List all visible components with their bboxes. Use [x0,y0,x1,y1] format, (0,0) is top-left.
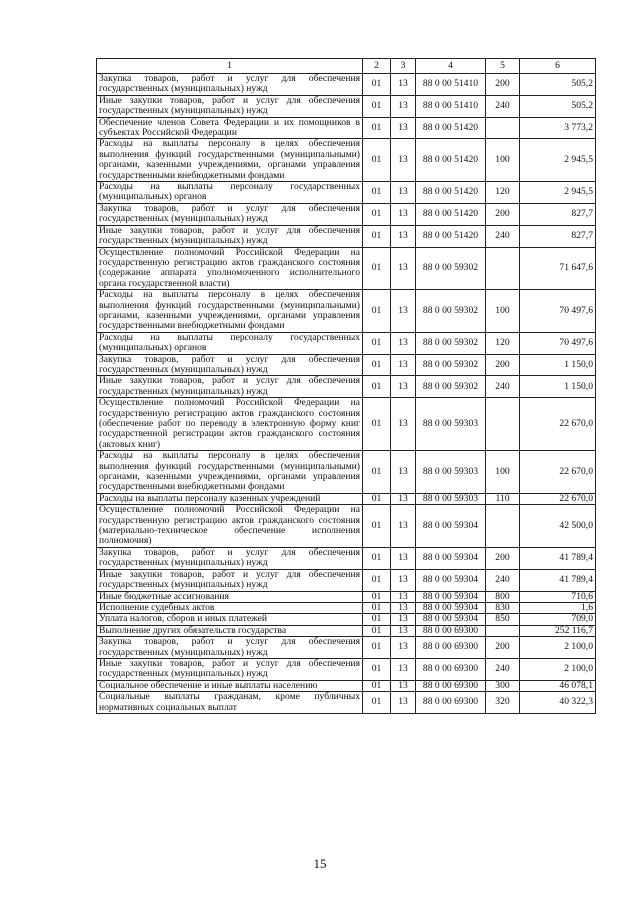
column-header-4: 4 [416,59,486,74]
table-body [97,74,596,714]
target-article-cell: 88 0 00 59303 [416,493,486,504]
target-article-cell: 88 0 00 51420 [416,117,486,139]
amount-cell: 827,7 [520,225,596,247]
table-row [97,74,596,96]
expense-name-cell: Осуществление полномочий Российской Федерации на государственную регистрацию актов гражданского состояния (содержание аппарата уполномоченного исполнительного органа государственной власти) [97,247,363,290]
expense-type-cell: 800 [486,591,520,602]
amount-cell: 710,6 [520,591,596,602]
expense-type-cell: 110 [486,493,520,504]
table-row [97,680,596,691]
table-row [97,505,596,548]
subsection-code-cell: 13 [391,602,416,613]
amount-cell: 2 100,0 [520,658,596,680]
table-row [97,290,596,333]
expense-name-cell: Социальное обеспечение и иные выплаты населению [97,680,363,691]
expense-type-cell: 100 [486,451,520,494]
table-row [97,637,596,659]
expense-type-cell: 200 [486,74,520,96]
amount-cell: 70 497,6 [520,332,596,354]
expense-type-cell: 240 [486,95,520,117]
expense-type-cell: 830 [486,602,520,613]
expense-name-cell: Выполнение других обязательств государства [97,625,363,636]
target-article-cell: 88 0 00 59303 [416,398,486,451]
target-article-cell: 88 0 00 69300 [416,637,486,659]
section-code-cell: 01 [363,625,391,636]
target-article-cell: 88 0 00 59302 [416,332,486,354]
subsection-code-cell: 13 [391,680,416,691]
subsection-code-cell: 13 [391,376,416,398]
target-article-cell: 88 0 00 69300 [416,658,486,680]
expense-name-cell: Иные закупки товаров, работ и услуг для обеспечения государственных (муниципальных) нужд [97,225,363,247]
expense-name-cell: Осуществление полномочий Российской Федерации на государственную регистрацию актов гражданского состояния (обеспечение работ по переводу в электронную форму книг государственной регистрации актов гражданского состояния (актовых книг) [97,398,363,451]
subsection-code-cell: 13 [391,290,416,333]
page-number: 15 [313,856,327,871]
table-row [97,614,596,625]
table-row [97,591,596,602]
subsection-code-cell: 13 [391,354,416,376]
column-header-2: 2 [363,59,391,74]
section-code-cell: 01 [363,139,391,182]
expense-name-cell: Закупка товаров, работ и услуг для обеспечения государственных (муниципальных) нужд [97,354,363,376]
expense-type-cell [486,505,520,548]
subsection-code-cell: 13 [391,332,416,354]
target-article-cell: 88 0 00 69300 [416,625,486,636]
section-code-cell: 01 [363,398,391,451]
subsection-code-cell: 13 [391,505,416,548]
amount-cell: 41 789,4 [520,569,596,591]
table-row [97,376,596,398]
expense-type-cell: 850 [486,614,520,625]
target-article-cell: 88 0 00 51410 [416,74,486,96]
expense-name-cell: Расходы на выплаты персоналу в целях обеспечения выполнения функций государственными (муниципальными) органами, казенными учреждениями, органами управления государственными внебюджетными фондами [97,290,363,333]
amount-cell: 252 116,7 [520,625,596,636]
subsection-code-cell: 13 [391,637,416,659]
expense-name-cell: Расходы на выплаты персоналу государственных (муниципальных) органов [97,332,363,354]
expense-name-cell: Иные закупки товаров, работ и услуг для обеспечения государственных (муниципальных) нужд [97,569,363,591]
amount-cell: 2 100,0 [520,637,596,659]
expense-name-cell: Расходы на выплаты персоналу в целях обеспечения выполнения функций государственными (муниципальными) органами, казенными учреждениями, органами управления государственными внебюджетными фондами [97,451,363,494]
column-header-3: 3 [391,59,416,74]
column-header-1: 1 [97,59,363,74]
target-article-cell: 88 0 00 69300 [416,692,486,714]
expense-name-cell: Расходы на выплаты персоналу казенных учреждений [97,493,363,504]
subsection-code-cell: 13 [391,569,416,591]
section-code-cell: 01 [363,591,391,602]
amount-cell: 1 150,0 [520,354,596,376]
amount-cell: 22 670,0 [520,398,596,451]
section-code-cell: 01 [363,117,391,139]
section-code-cell: 01 [363,658,391,680]
subsection-code-cell: 13 [391,692,416,714]
target-article-cell: 88 0 00 69300 [416,680,486,691]
target-article-cell: 88 0 00 59304 [416,614,486,625]
amount-cell: 46 078,1 [520,680,596,691]
section-code-cell: 01 [363,376,391,398]
expense-name-cell: Иные закупки товаров, работ и услуг для обеспечения государственных (муниципальных) нужд [97,658,363,680]
section-code-cell: 01 [363,505,391,548]
expense-type-cell [486,625,520,636]
table-row [97,354,596,376]
subsection-code-cell: 13 [391,95,416,117]
subsection-code-cell: 13 [391,182,416,204]
section-code-cell: 01 [363,602,391,613]
target-article-cell: 88 0 00 59302 [416,247,486,290]
expense-name-cell: Закупка товаров, работ и услуг для обеспечения государственных (муниципальных) нужд [97,547,363,569]
target-article-cell: 88 0 00 59304 [416,591,486,602]
table-header-row [97,59,596,74]
column-header-6: 6 [520,59,596,74]
section-code-cell: 01 [363,614,391,625]
amount-cell: 41 789,4 [520,547,596,569]
table-row [97,569,596,591]
subsection-code-cell: 13 [391,547,416,569]
table-row [97,625,596,636]
table-row [97,203,596,225]
table-row [97,493,596,504]
section-code-cell: 01 [363,95,391,117]
expense-name-cell: Иные закупки товаров, работ и услуг для обеспечения государственных (муниципальных) нужд [97,376,363,398]
expense-name-cell: Закупка товаров, работ и услуг для обеспечения государственных (муниципальных) нужд [97,74,363,96]
section-code-cell: 01 [363,692,391,714]
section-code-cell: 01 [363,569,391,591]
subsection-code-cell: 13 [391,225,416,247]
amount-cell: 1 150,0 [520,376,596,398]
amount-cell: 827,7 [520,203,596,225]
target-article-cell: 88 0 00 59304 [416,505,486,548]
subsection-code-cell: 13 [391,398,416,451]
expense-type-cell: 100 [486,139,520,182]
target-article-cell: 88 0 00 59303 [416,451,486,494]
table-row [97,658,596,680]
amount-cell: 3 773,2 [520,117,596,139]
expense-type-cell: 200 [486,354,520,376]
table-row [97,547,596,569]
expense-type-cell: 100 [486,290,520,333]
expense-name-cell: Закупка товаров, работ и услуг для обеспечения государственных (муниципальных) нужд [97,203,363,225]
table-row [97,247,596,290]
target-article-cell: 88 0 00 59302 [416,354,486,376]
section-code-cell: 01 [363,354,391,376]
section-code-cell: 01 [363,493,391,504]
section-code-cell: 01 [363,680,391,691]
amount-cell: 40 322,3 [520,692,596,714]
expense-type-cell [486,247,520,290]
target-article-cell: 88 0 00 59304 [416,602,486,613]
table-row [97,332,596,354]
subsection-code-cell: 13 [391,658,416,680]
section-code-cell: 01 [363,332,391,354]
section-code-cell: 01 [363,182,391,204]
target-article-cell: 88 0 00 59304 [416,547,486,569]
subsection-code-cell: 13 [391,203,416,225]
budget-table [96,58,596,714]
expense-name-cell: Расходы на выплаты персоналу государственных (муниципальных) органов [97,182,363,204]
table-row [97,602,596,613]
expense-type-cell: 200 [486,547,520,569]
amount-cell: 505,2 [520,95,596,117]
amount-cell: 22 670,0 [520,451,596,494]
expense-name-cell: Иные закупки товаров, работ и услуг для обеспечения государственных (муниципальных) нужд [97,95,363,117]
subsection-code-cell: 13 [391,74,416,96]
section-code-cell: 01 [363,74,391,96]
expense-type-cell [486,117,520,139]
amount-cell: 505,2 [520,74,596,96]
table-row [97,117,596,139]
expense-name-cell: Уплата налогов, сборов и иных платежей [97,614,363,625]
section-code-cell: 01 [363,637,391,659]
subsection-code-cell: 13 [391,493,416,504]
table-row [97,225,596,247]
subsection-code-cell: 13 [391,614,416,625]
subsection-code-cell: 13 [391,451,416,494]
amount-cell: 70 497,6 [520,290,596,333]
expense-type-cell: 240 [486,569,520,591]
expense-type-cell: 120 [486,182,520,204]
expense-type-cell: 200 [486,203,520,225]
target-article-cell: 88 0 00 51420 [416,182,486,204]
amount-cell: 1,6 [520,602,596,613]
table-row [97,139,596,182]
subsection-code-cell: 13 [391,247,416,290]
table-row [97,182,596,204]
target-article-cell: 88 0 00 59302 [416,376,486,398]
target-article-cell: 88 0 00 51420 [416,203,486,225]
expense-name-cell: Расходы на выплаты персоналу в целях обеспечения выполнения функций государственными (муниципальными) органами, казенными учреждениями, органами управления государственными внебюджетными фондами [97,139,363,182]
target-article-cell: 88 0 00 51420 [416,225,486,247]
expense-type-cell: 240 [486,225,520,247]
amount-cell: 22 670,0 [520,493,596,504]
target-article-cell: 88 0 00 51420 [416,139,486,182]
expense-type-cell: 120 [486,332,520,354]
table-row [97,398,596,451]
table-row [97,451,596,494]
expense-type-cell: 200 [486,637,520,659]
amount-cell: 42 500,0 [520,505,596,548]
target-article-cell: 88 0 00 59302 [416,290,486,333]
amount-cell: 71 647,6 [520,247,596,290]
expense-type-cell: 320 [486,692,520,714]
amount-cell: 2 945,5 [520,139,596,182]
subsection-code-cell: 13 [391,591,416,602]
expense-name-cell: Социальные выплаты гражданам, кроме публичных нормативных социальных выплат [97,692,363,714]
expense-name-cell: Осуществление полномочий Российской Федерации на государственную регистрацию актов гражданского состояния (материально-техническое обеспечение исполнения полномочия) [97,505,363,548]
amount-cell: 2 945,5 [520,182,596,204]
subsection-code-cell: 13 [391,139,416,182]
amount-cell: 709,0 [520,614,596,625]
subsection-code-cell: 13 [391,117,416,139]
table-row [97,95,596,117]
column-header-5: 5 [486,59,520,74]
expense-name-cell: Закупка товаров, работ и услуг для обеспечения государственных (муниципальных) нужд [97,637,363,659]
target-article-cell: 88 0 00 59304 [416,569,486,591]
section-code-cell: 01 [363,547,391,569]
expense-type-cell: 240 [486,376,520,398]
expense-type-cell: 300 [486,680,520,691]
expense-name-cell: Иные бюджетные ассигнования [97,591,363,602]
expense-name-cell: Обеспечение членов Совета Федерации и их помощников в субъектах Российской Федерации [97,117,363,139]
expense-name-cell: Исполнение судебных актов [97,602,363,613]
table-row [97,692,596,714]
subsection-code-cell: 13 [391,625,416,636]
target-article-cell: 88 0 00 51410 [416,95,486,117]
section-code-cell: 01 [363,247,391,290]
expense-type-cell: 240 [486,658,520,680]
expense-type-cell [486,398,520,451]
section-code-cell: 01 [363,451,391,494]
section-code-cell: 01 [363,203,391,225]
section-code-cell: 01 [363,225,391,247]
section-code-cell: 01 [363,290,391,333]
